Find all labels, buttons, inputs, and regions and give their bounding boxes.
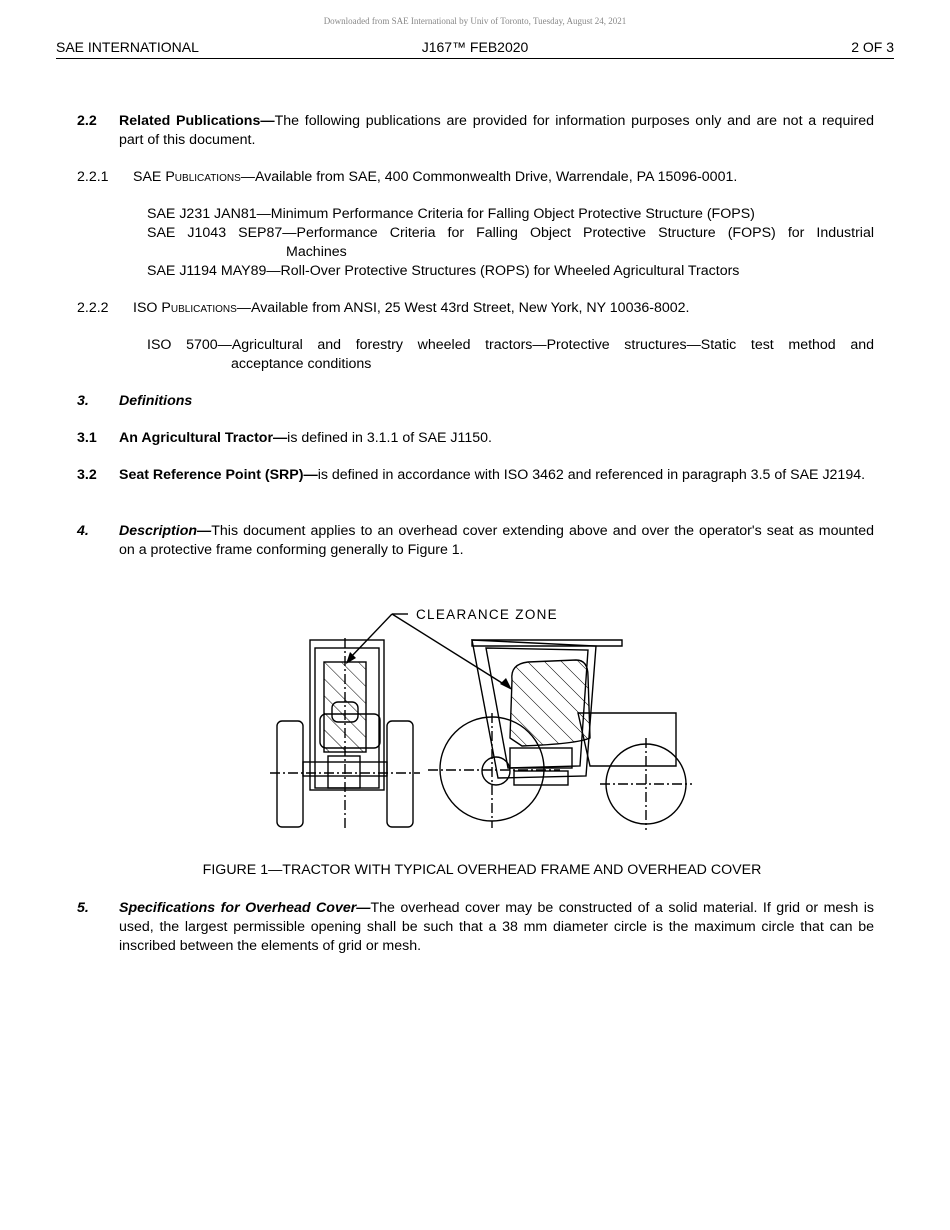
header-org: SAE INTERNATIONAL — [56, 39, 199, 55]
reference-item: SAE J1043 SEP87—Performance Criteria for Falling Object Protective Structure (FOPS) for Industrial — [147, 225, 874, 241]
section-2-2-2 — [77, 299, 874, 318]
header-doc-id: J167™ FEB2020 — [421, 39, 529, 55]
page-header — [56, 38, 894, 59]
section-text: The following publications are provided for information purposes only and are not a required part of this document. — [119, 113, 874, 148]
reference-item: SAE J1194 MAY89—Roll-Over Protective Structures (ROPS) for Wheeled Agricultural Tractors — [147, 263, 740, 279]
section-2-2-1 — [77, 168, 874, 187]
section-title-a: SAE — [133, 169, 166, 185]
section-title: An Agricultural Tractor— — [119, 430, 288, 446]
section-number: 4. — [77, 523, 89, 539]
sae-reference-list — [147, 205, 874, 281]
clearance-zone-label: CLEARANCE ZONE — [416, 607, 558, 622]
tractor-figure — [260, 598, 700, 838]
section-3-2 — [77, 466, 874, 485]
front-view-tractor — [270, 638, 420, 830]
download-note: Downloaded from SAE International by Univ of Toronto, Tuesday, August 24, 2021 — [323, 16, 627, 26]
section-4 — [77, 522, 874, 560]
side-view-tractor — [428, 640, 692, 830]
reference-item-continuation: acceptance conditions — [231, 356, 372, 372]
reference-item: SAE J231 JAN81—Minimum Performance Criteria for Falling Object Protective Structure (FOPS) — [147, 206, 755, 222]
arrowhead — [500, 678, 512, 690]
section-3 — [77, 392, 874, 411]
section-number: 2.2.2 — [77, 300, 109, 316]
section-title-b: Publications — [165, 169, 241, 185]
section-number: 3. — [77, 393, 89, 409]
reference-item: ISO 5700—Agricultural and forestry wheeled tractors—Protective structures—Static test method and — [147, 337, 874, 353]
section-title: Description— — [119, 523, 212, 539]
section-title-b: ublications — [170, 300, 237, 316]
iso-reference-list — [147, 336, 874, 374]
section-text: The overhead cover may be constructed of a solid material. If grid or mesh is used, the largest permissible opening shall be such that a 38 mm diameter circle is the maximum circle that can be inscribed between the elements of grid or mesh. — [119, 900, 875, 954]
section-text: is defined in accordance with ISO 3462 and referenced in paragraph 3.5 of SAE J2194. — [317, 467, 866, 483]
section-number: 3.1 — [77, 430, 97, 446]
section-number: 2.2 — [77, 113, 97, 129]
section-text: —Available from SAE, 400 Commonwealth Drive, Warrendale, PA 15096-0001. — [240, 169, 738, 185]
header-page-number: 2 OF 3 — [851, 39, 894, 55]
section-title-a: ISO P — [133, 300, 171, 316]
section-5 — [77, 899, 874, 956]
section-title: Seat Reference Point (SRP)— — [119, 467, 318, 483]
section-number: 3.2 — [77, 467, 97, 483]
section-text: This document applies to an overhead cover extending above and over the operator's seat as mounted on a protective frame conforming generally to Figure 1. — [119, 523, 874, 558]
reference-item-continuation: Machines — [286, 244, 347, 260]
section-3-1 — [77, 429, 874, 448]
section-number: 5. — [77, 900, 89, 916]
section-title: Definitions — [119, 393, 193, 409]
section-text: is defined in 3.1.1 of SAE J1150. — [287, 430, 492, 446]
section-text: —Available from ANSI, 25 West 43rd Street, New York, NY 10036-8002. — [236, 300, 690, 316]
section-number: 2.2.1 — [77, 169, 109, 185]
section-title: Specifications for Overhead Cover— — [119, 900, 371, 916]
figure-caption: FIGURE 1—TRACTOR WITH TYPICAL OVERHEAD FRAME AND OVERHEAD COVER — [202, 862, 762, 878]
section-title: Related Publications— — [119, 113, 275, 129]
section-2-2 — [77, 112, 874, 150]
